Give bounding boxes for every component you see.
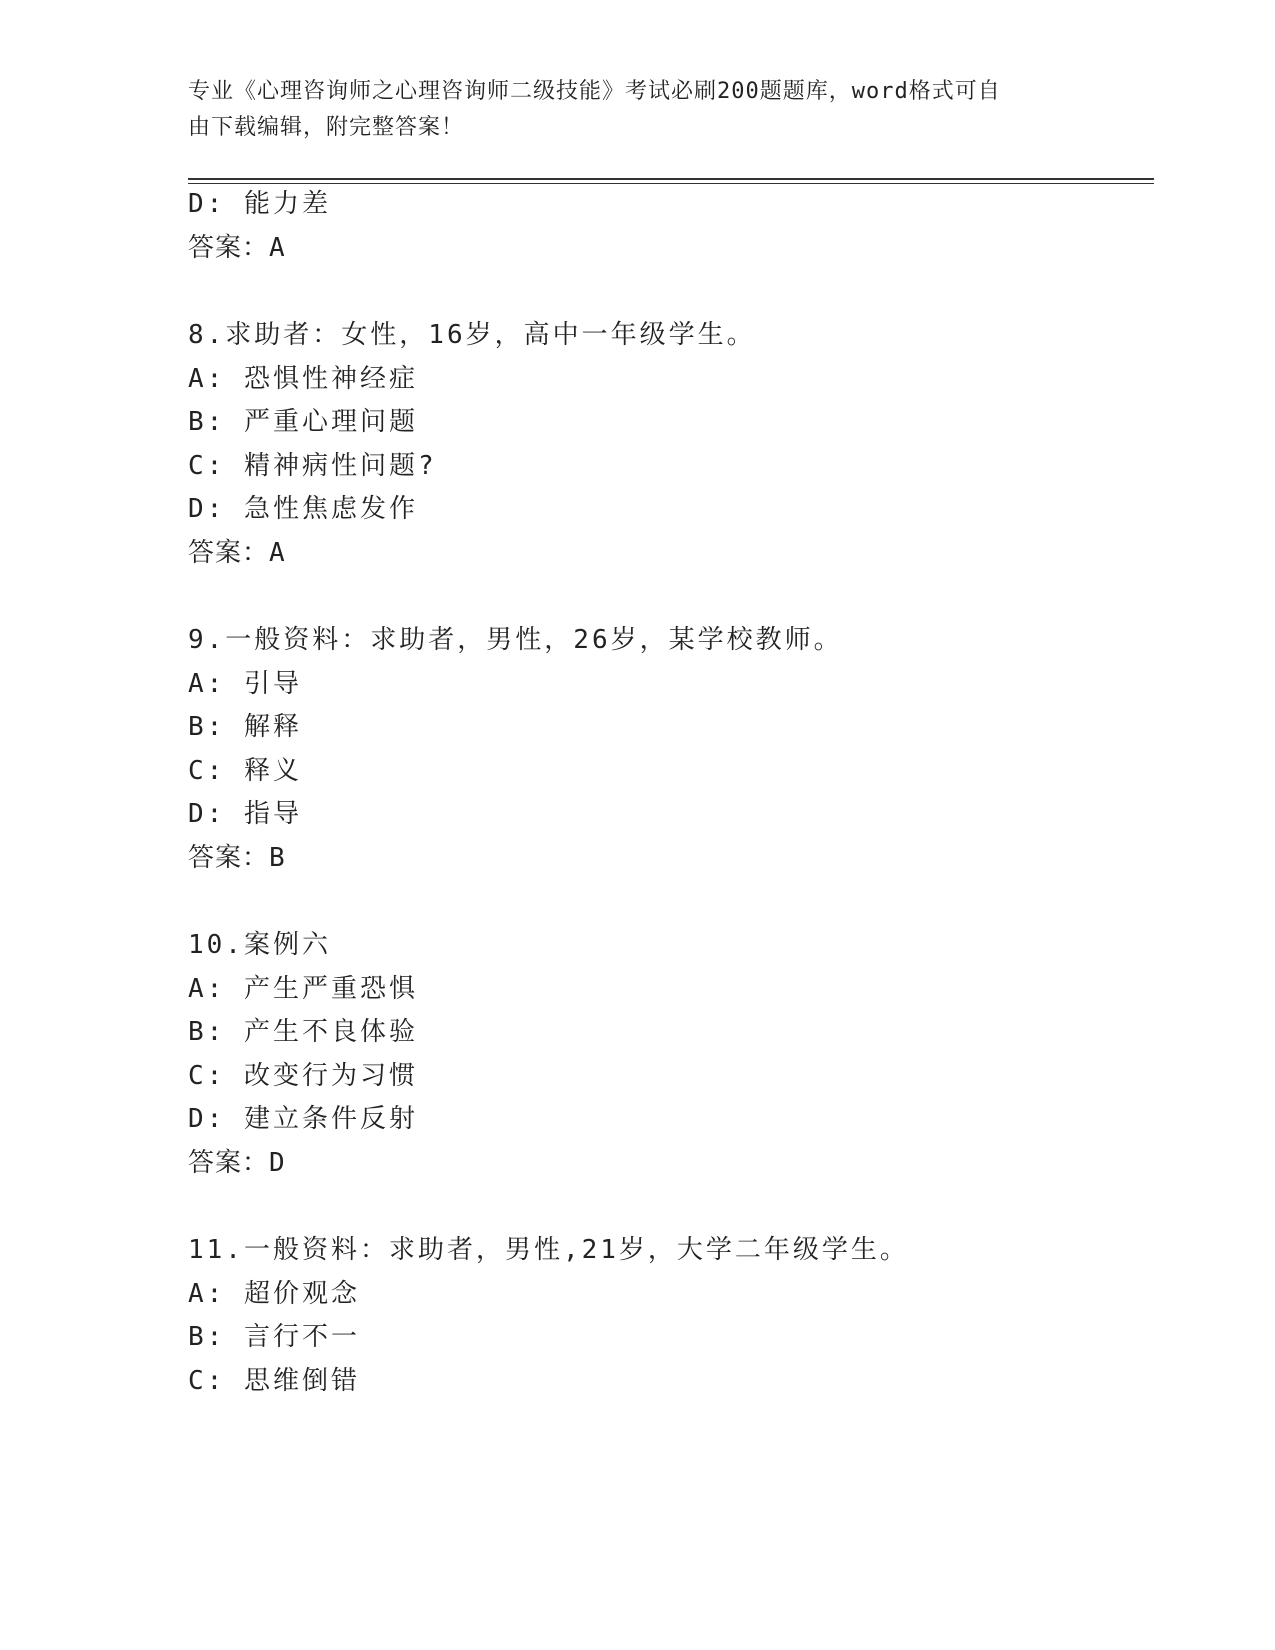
q10-option-b: B: 产生不良体验 [188,1017,418,1047]
header-line-2: 由下载编辑，附完整答案！ [188,115,465,140]
q8-answer [188,536,286,570]
q8-option-b: B: 严重心理问题 [188,407,418,437]
q10-answer-value: D [269,1148,286,1178]
q10-option-c: C: 改变行为习惯 [188,1061,418,1091]
document-header [188,74,1088,146]
q9-answer-value: B [269,843,286,873]
q10-option-a: A: 产生严重恐惧 [188,974,418,1004]
q11-title: 11.一般资料：求助者，男性,21岁，大学二年级学生。 [188,1235,909,1265]
header-line-1: 专业《心理咨询师之心理咨询师二级技能》考试必刷200题题库，word格式可自 [188,79,1001,104]
q10-option-d: D: 建立条件反射 [188,1104,418,1134]
q9-title: 9.一般资料：求助者，男性，26岁，某学校教师。 [188,625,843,655]
q9-answer [188,841,286,875]
q7-answer [188,231,286,265]
header-divider-thin [188,183,1154,184]
q10-answer [188,1146,286,1180]
q8-answer-label: 答案： [188,538,270,568]
q10-answer-label: 答案： [188,1148,270,1178]
q7-option-d: D: 能力差 [188,189,331,219]
q9-option-d: D: 指导 [188,799,302,829]
q9-option-a: A: 引导 [188,669,302,699]
header-divider-thick [188,178,1154,180]
q10-title: 10.案例六 [188,930,331,960]
q9-option-b: B: 解释 [188,712,302,742]
q7-answer-label: 答案： [188,233,270,263]
q11-option-c: C: 思维倒错 [188,1366,360,1396]
q11-option-a: A: 超价观念 [188,1279,360,1309]
q11-option-b: B: 言行不一 [188,1322,360,1352]
q8-title: 8.求助者：女性，16岁，高中一年级学生。 [188,320,756,350]
q8-option-d: D: 急性焦虑发作 [188,494,418,524]
q9-answer-label: 答案： [188,843,270,873]
q7-answer-value: A [269,233,286,263]
q8-option-c: C: 精神病性问题? [188,451,437,481]
q9-option-c: C: 释义 [188,756,302,786]
q8-option-a: A: 恐惧性神经症 [188,364,418,394]
q8-answer-value: A [269,538,286,568]
